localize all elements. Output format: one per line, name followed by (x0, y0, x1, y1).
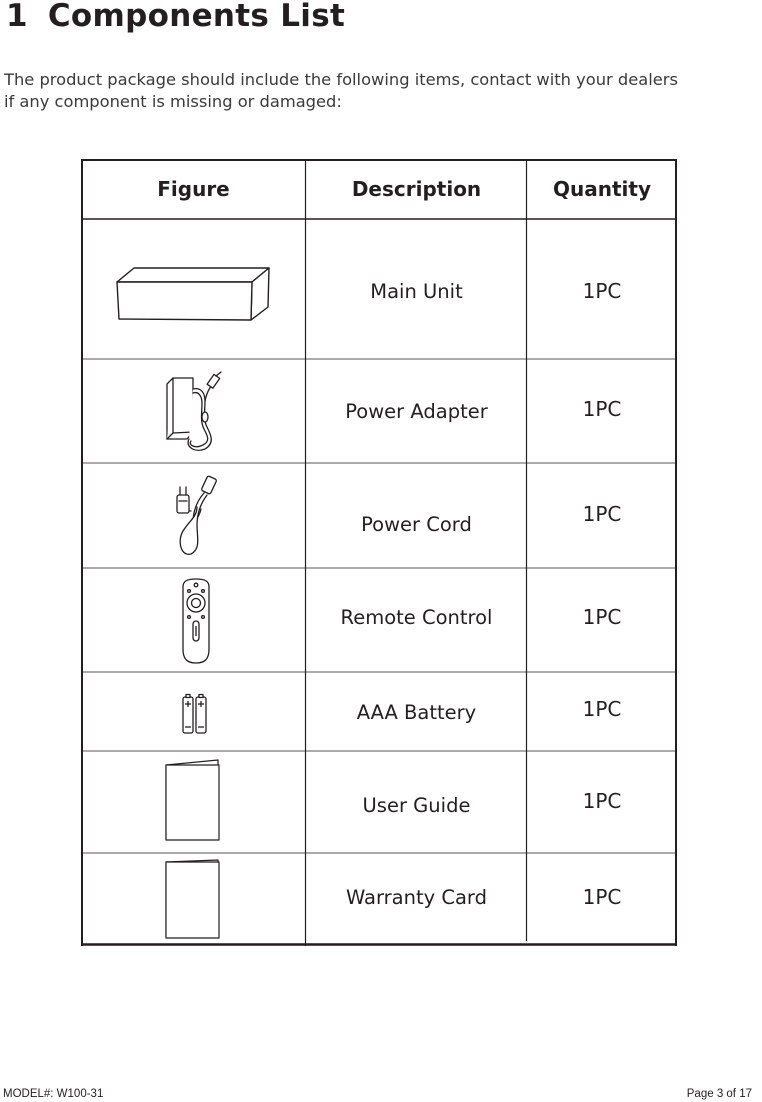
row-quantity: 1PC (582, 605, 622, 629)
row-description: Power Adapter (345, 399, 488, 423)
aaa-battery-icon (180, 693, 210, 735)
row-description: Warranty Card (346, 885, 487, 909)
row-quantity: 1PC (582, 279, 622, 303)
intro-line-2: if any component is missing or damaged: (4, 92, 342, 111)
row-description: Remote Control (340, 605, 493, 629)
intro-paragraph (4, 69, 762, 113)
row-quantity: 1PC (582, 397, 622, 421)
row-description: User Guide (362, 793, 471, 817)
footer-page-number: Page 3 of 17 (686, 1088, 752, 1100)
page-title (6, 0, 345, 34)
footer-model: MODEL#: W100-31 (3, 1088, 104, 1100)
warranty-card-icon (163, 857, 223, 941)
header-figure: Figure (157, 177, 230, 201)
header-description: Description (351, 177, 482, 201)
power-cord-icon (171, 471, 227, 557)
intro-line-1: The product package should include the following items, contact with your dealers (4, 70, 678, 89)
row-quantity: 1PC (582, 697, 622, 721)
user-guide-icon (163, 757, 223, 843)
row-description: Power Cord (361, 512, 472, 536)
row-description: AAA Battery (356, 700, 477, 724)
row-quantity: 1PC (582, 789, 622, 813)
remote-control-icon (179, 577, 213, 665)
main-unit-icon (114, 263, 274, 325)
power-adapter-icon (163, 369, 225, 455)
row-description: Main Unit (370, 279, 463, 303)
section-number: 1 (6, 0, 28, 34)
row-quantity: 1PC (582, 885, 622, 909)
components-table (81, 159, 677, 946)
header-quantity: Quantity (553, 177, 651, 201)
section-title: Components List (47, 0, 346, 34)
row-quantity: 1PC (582, 502, 622, 526)
